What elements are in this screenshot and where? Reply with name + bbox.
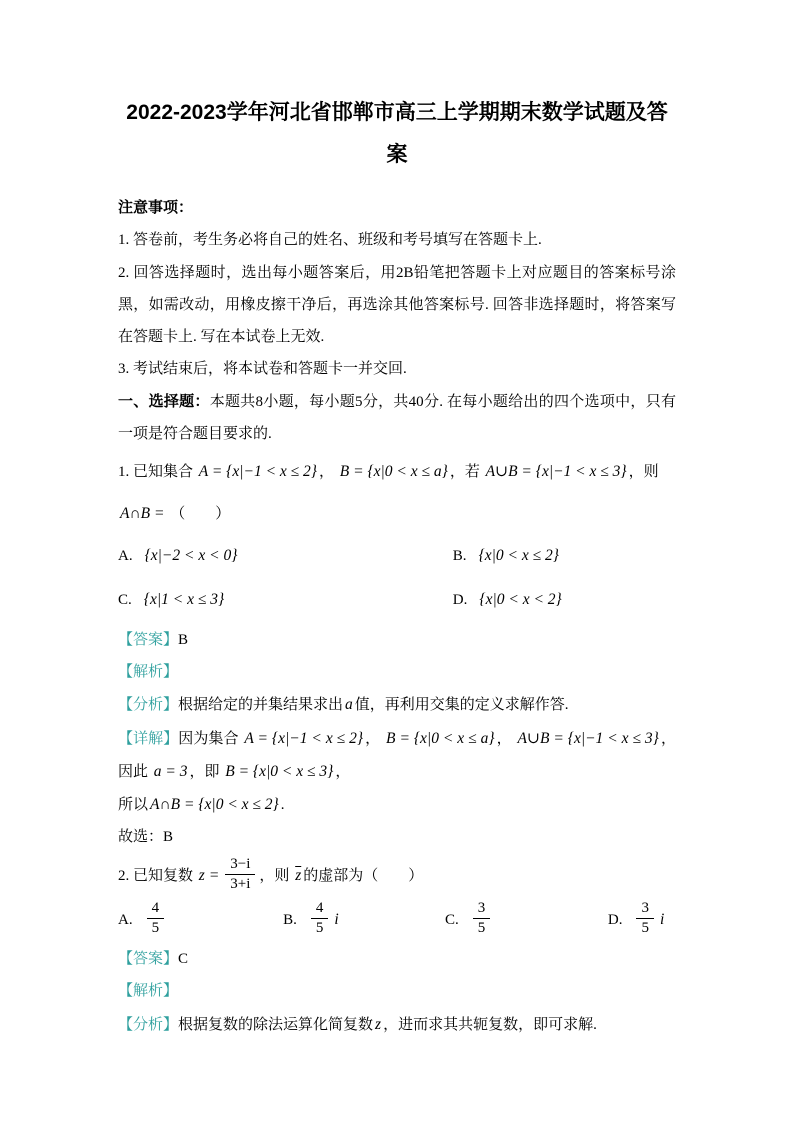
q2-option-c-suffix: [494, 911, 498, 928]
q2-option-d: [608, 899, 676, 941]
q1-option-d: [453, 579, 676, 621]
q2-option-b-label: B.: [283, 912, 297, 929]
q1-xiangjie-formula-3: A∪B = {x|−1 < x ≤ 3}: [517, 729, 659, 747]
q1-option-c: [118, 579, 453, 621]
q1-jiexi-line: [118, 656, 676, 688]
section-1-label: 一、选择题：: [118, 392, 210, 410]
q2-answer-value: C: [178, 951, 189, 968]
q2-fenxi-var: z: [375, 1015, 382, 1033]
q1-option-b: [453, 535, 676, 577]
q2-option-d-numerator: 3: [641, 900, 649, 917]
q2-option-b-fraction: [311, 900, 329, 938]
notice-item-1: 1. 答卷前，考生务必将自己的姓名、班级和考号填写在答题卡上.: [118, 232, 542, 249]
q2-fraction-denominator: 3+i: [225, 874, 255, 893]
q2-fraction: [225, 856, 255, 894]
q2-option-c-denominator: 5: [473, 918, 491, 937]
q1-option-a: [118, 535, 453, 577]
q1-xiangjie-formula-4: a = 3: [153, 762, 188, 780]
q1-intersection-formula: A∩B =: [120, 504, 165, 522]
q2-fenxi-line: [118, 1008, 676, 1041]
q1-answer-label: 【答案】: [118, 631, 179, 648]
q2-mid-text: ，则: [259, 867, 290, 884]
q2-option-a-numerator: 4: [151, 900, 160, 917]
q1-comma-1: ，: [319, 464, 335, 480]
notice-item-3: 3. 考试结束后，将本试卷和答题卡一并交回.: [118, 361, 407, 378]
q2-option-b: [283, 899, 445, 941]
q1-fenxi-var: a: [345, 696, 353, 714]
q2-option-a: [118, 899, 283, 941]
question-2-stem: [118, 856, 676, 896]
page-title: 2022-2023学年河北省邯郸市高三上学期期末数学试题及答案: [126, 101, 668, 166]
q2-fenxi-text-post: ，进而求其共轭复数，即可求解.: [383, 1016, 597, 1033]
q1-set-a-formula: A = {x|−1 < x ≤ 2}: [198, 463, 318, 480]
q1-union-formula: A∪B = {x|−1 < x ≤ 3}: [485, 463, 627, 480]
q2-fraction-numerator: 3−i: [230, 855, 251, 872]
q2-equals-sign: =: [208, 866, 220, 884]
question-1-options-row-2: [118, 579, 676, 621]
section-1-text: 本题共8小题，每小题5分，共40分. 在每小题给出的四个选项中，只有一项是符合题目要求的.: [118, 393, 676, 442]
q2-jiexi-line: [118, 975, 676, 1007]
q1-xiangjie-formula-5: B = {x|0 < x ≤ 3}: [225, 762, 334, 780]
question-1-stem-line-1: [118, 452, 676, 492]
q1-stem-prefix: 1. 已知集合: [118, 464, 194, 480]
q2-stem-post: 的虚部为（ ）: [303, 867, 424, 884]
q2-fenxi-text-pre: 根据复数的除法运算化简复数: [178, 1016, 374, 1033]
q1-xiangjie-comma-1: ，: [365, 730, 381, 747]
q1-xiangjie-mid-1: ，因此: [118, 730, 676, 780]
q1-option-b-label: B.: [452, 548, 467, 565]
q1-answer-paren: （ ）: [170, 505, 231, 522]
q1-jiexi-label: 【解析】: [118, 663, 179, 680]
q2-answer-line: [118, 943, 676, 975]
q1-option-a-formula: {x|−2 < x < 0}: [144, 547, 238, 565]
q1-answer-value: B: [178, 631, 189, 648]
q1-xiangjie-end: ，: [335, 763, 351, 780]
q1-xiangjie-comma-2: ，: [496, 730, 512, 747]
q2-option-c: [445, 899, 608, 941]
q2-option-c-numerator: 3: [477, 900, 486, 917]
q1-fenxi-label: 【分析】: [118, 697, 179, 714]
q1-answer-line: [118, 624, 676, 656]
q1-xiangjie-mid-2: ，即: [189, 763, 220, 780]
q1-xiangjie-label: 【详解】: [118, 730, 179, 747]
q2-option-a-suffix: [168, 911, 172, 928]
q2-answer-label: 【答案】: [118, 951, 179, 968]
q2-jiexi-label: 【解析】: [118, 983, 179, 1000]
notice-heading: 注意事项：: [118, 199, 194, 216]
q1-fenxi-text-post: 值，再利用交集的定义求解作答.: [354, 697, 569, 714]
q1-xiangjie-line: [118, 722, 676, 789]
q2-z-conjugate: $\overline{z}$: [295, 866, 302, 884]
q2-fenxi-label: 【分析】: [118, 1016, 179, 1033]
q1-suoyi-line: [118, 788, 676, 821]
q2-option-a-denominator: 5: [147, 918, 165, 937]
q2-option-c-fraction: [473, 900, 491, 938]
q2-option-d-suffix: i: [659, 911, 665, 929]
q1-option-c-label: C.: [118, 591, 132, 608]
q2-var-z: z: [198, 866, 205, 884]
notice-item-2: 2. 回答选择题时，选出每小题答案后，用2B铅笔把答题卡上对应题目的答案标号涂黑，如需改动，用橡皮擦干净后，再选涂其他答案标号. 回答非选择题时，将答案写在答题卡上. 写在本试卷上无效.: [118, 264, 676, 345]
q2-option-d-label: D.: [607, 912, 623, 929]
question-2-options-row: [118, 899, 676, 941]
q1-option-d-label: D.: [452, 591, 468, 608]
q1-xiangjie-pre: 因为集合: [178, 730, 239, 747]
question-1-stem-line-2: [118, 494, 676, 534]
q1-guxuan-line: 故选：B: [118, 829, 174, 846]
q1-option-c-formula: {x|1 < x ≤ 3}: [143, 590, 225, 608]
q2-option-b-denominator: 5: [311, 918, 329, 937]
q2-option-d-denominator: 5: [636, 918, 654, 937]
q1-xiangjie-formula-1: A = {x|−1 < x ≤ 2}: [244, 729, 364, 747]
q1-fenxi-text-pre: 根据给定的并集结果求出: [178, 697, 344, 714]
question-1-options-row-1: [118, 535, 676, 577]
q2-option-d-fraction: [636, 900, 654, 938]
q1-mid-1: ，若: [449, 464, 480, 480]
q2-option-b-suffix: i: [334, 911, 339, 929]
q1-option-a-label: A.: [118, 548, 133, 565]
q2-option-a-fraction: [147, 900, 165, 938]
q1-suoyi-pre: 所以: [118, 797, 149, 814]
q2-stem-prefix: 2. 已知复数: [118, 867, 194, 884]
q1-fenxi-line: [118, 688, 676, 721]
q1-mid-2: ，则: [628, 464, 659, 480]
section-1-heading: [118, 386, 676, 451]
q2-option-a-label: A.: [118, 912, 133, 929]
q1-option-b-formula: {x|0 < x ≤ 2}: [478, 547, 559, 565]
q1-option-d-formula: {x|0 < x < 2}: [479, 590, 562, 608]
q2-option-c-label: C.: [444, 912, 459, 929]
q1-suoyi-formula: A∩B = {x|0 < x ≤ 2}: [150, 796, 279, 814]
q1-xiangjie-formula-2: B = {x|0 < x ≤ a}: [386, 729, 495, 747]
q2-option-b-numerator: 4: [315, 900, 324, 917]
q1-set-b-formula: B = {x|0 < x ≤ a}: [339, 463, 448, 480]
q1-suoyi-end: .: [280, 797, 285, 814]
